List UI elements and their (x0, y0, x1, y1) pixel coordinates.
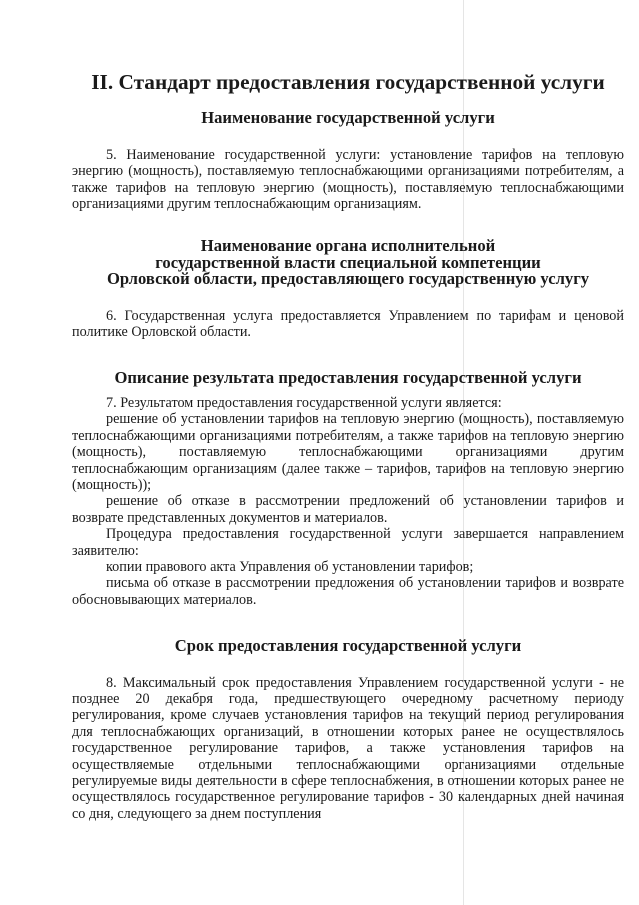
paragraph-5: 5. Наименование государственной услуги: установление тарифов на тепловую энергию (мощность), поставляемую теплоснабжающими организациями потребителям, а также тарифов на тепловую энергию (мощность), поставляемую теплоснабжающими организациями другим теплоснабжающим организациям. (72, 146, 624, 213)
paragraph-7-copy: копии правового акта Управления об установлении тарифов; (106, 558, 474, 575)
paragraph-6: 6. Государственная услуга предоставляется Управлением по тарифам и ценовой политике Орловской области. (72, 307, 624, 341)
paragraph-7-letter: письма об отказе в рассмотрении предложения об установлении тарифов и возврате обосновывающих материалов. (72, 575, 624, 608)
document-page (72, 70, 624, 822)
paragraph-7-intro: 7. Результатом предоставления государственной услуги является: (106, 394, 502, 411)
paragraph-7-item-1: решение об установлении тарифов на тепловую энергию (мощность), поставляемую теплоснабжающими организациями потребителям, а также тарифов на тепловую энергию (мощность), поставляемую теплоснабжающими организациями другим теплоснабжающим организациям (далее также – тарифов, тарифов на тепловую энергию (мощность)); (72, 411, 624, 493)
paragraph-8: 8. Максимальный срок предоставления Управлением государственной услуги - не позднее 20 декабря года, предшествующего очередному расчетному периоду регулирования, кроме случаев установления тарифов на текущий период регулирования для теплоснабжающих организаций, в отношении которых ранее не осуществлялось государственное регулирование тарифов, а также установления тарифов на осуществляемые отдельными теплоснабжающими организациями отдельные регулируемые виды деятельности в сфере теплоснабжения, в отношении которых ранее не осуществлялось государственное регулирование тарифов - 30 календарных дней начиная со дня, следующего за днем поступления (72, 674, 624, 822)
heading-organ-line-1: Наименование органа исполнительной (200, 236, 496, 256)
heading-organ (72, 238, 624, 287)
paragraph-7-item-2: решение об отказе в рассмотрении предложений об установлении тарифов и возврате представленных документов и материалов. (72, 493, 624, 526)
heading-service-name: Наименование государственной услуги (201, 108, 495, 128)
heading-result: Описание результата предоставления государственной услуги (114, 368, 582, 388)
heading-term: Срок предоставления государственной услуги (174, 636, 522, 656)
heading-organ-line-3: Орловской области, предоставляющего государственную услугу (106, 269, 590, 289)
section-title: II. Стандарт предоставления государственной услуги (91, 70, 605, 94)
paragraph-7-procedure: Процедура предоставления государственной услуги завершается направлением заявителю: (72, 526, 624, 559)
heading-organ-line-2: государственной власти специальной компетенции (155, 252, 541, 272)
